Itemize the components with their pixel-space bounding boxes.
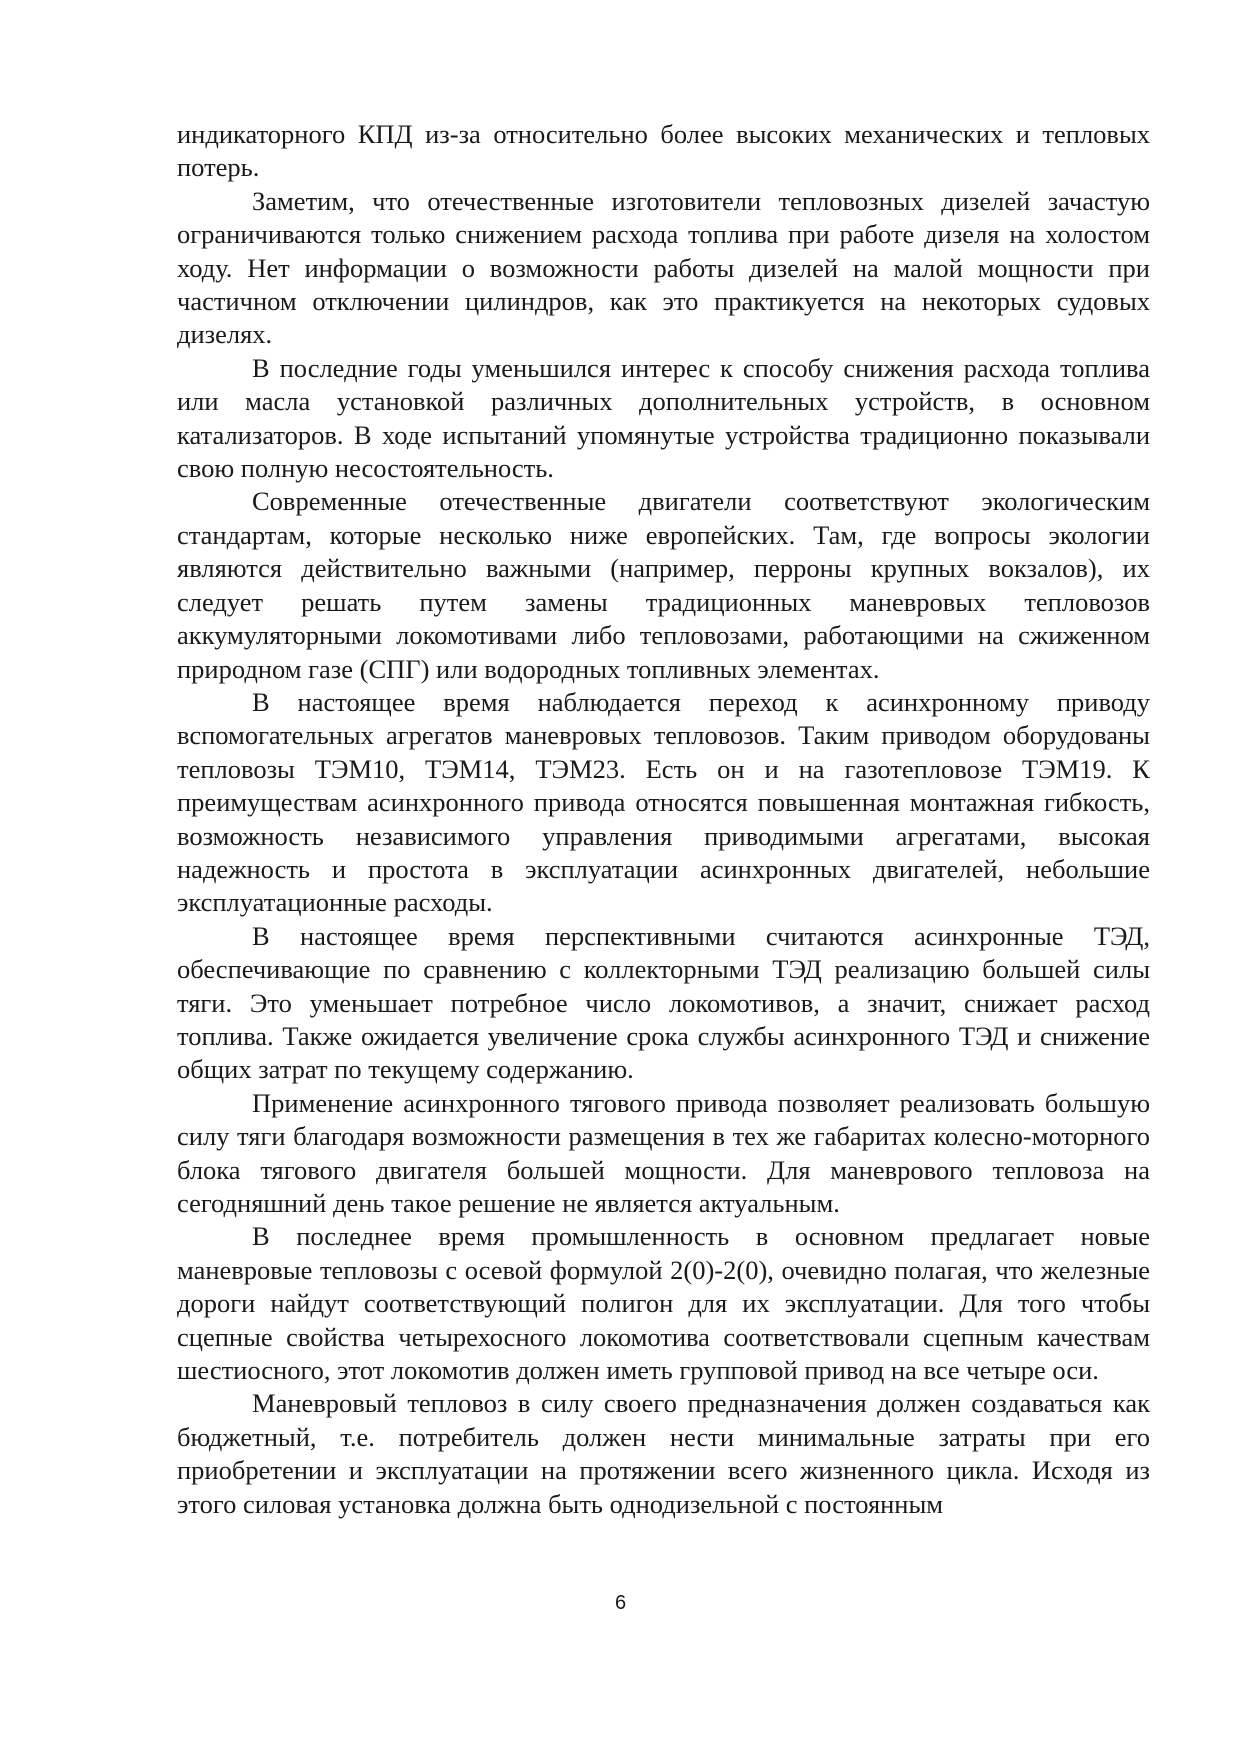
paragraph: Заметим, что отечественные изготовители тепловозных дизелей зачастую ограничиваются только снижением расхода топлива при работе дизеля на холостом ходу. Нет информации о возможности работы дизелей на малой мощности при частичном отключении цилиндров, как это практикуется на некоторых судовых дизелях.	[177, 185, 1150, 350]
text-body	[177, 118, 1150, 1521]
paragraph: В настоящее время наблюдается переход к асинхронному приводу вспомогательных агрегатов маневровых тепловозов. Таким приводом оборудованы тепловозы ТЭМ10, ТЭМ14, ТЭМ23. Есть он и на газотепловозе ТЭМ19. К преимуществам асинхронного привода относятся повышенная монтажная гибкость, возможность независимого управления приводимыми агрегатами, высокая надежность и простота в эксплуатации асинхронных двигателей, небольшие эксплуатационные расходы.	[177, 686, 1150, 918]
paragraph: В настоящее время перспективными считаются асинхронные ТЭД, обеспечивающие по сравнению с коллекторными ТЭД реализацию большей силы тяги. Это уменьшает потребное число локомотивов, а значит, снижает расход топлива. Также ожидается увеличение срока службы асинхронного ТЭД и снижение общих затрат по текущему содержанию.	[177, 920, 1150, 1085]
paragraph: Маневровый тепловоз в силу своего предназначения должен создаваться как бюджетный, т.е. потребитель должен нести минимальные затраты при его приобретении и эксплуатации на протяжении всего жизненного цикла. Исходя из этого силовая установка должна быть однодизельной с постоянным	[177, 1388, 1150, 1519]
paragraph: Применение асинхронного тягового привода позволяет реализовать большую силу тяги благодаря возможности размещения в тех же габаритах колесно-моторного блока тягового двигателя большей мощности. Для маневрового тепловоза на сегодняшний день такое решение не является актуальным.	[177, 1087, 1150, 1218]
paragraph: В последние годы уменьшился интерес к способу снижения расхода топлива или масла установкой различных дополнительных устройств, в основном катализаторов. В ходе испытаний упомянутые устройства традиционно показывали свою полную несостоятельность.	[177, 352, 1150, 484]
paragraph: В последнее время промышленность в основном предлагает новые маневровые тепловозы с осевой формулой 2(0)-2(0), очевидно полагая, что железные дороги найдут соответствующий полигон для их эксплуатации. Для того чтобы сцепные свойства четырехосного локомотива соответствовали сцепным качествам шестиосного, этот локомотив должен иметь групповой привод на все четыре оси.	[177, 1221, 1150, 1386]
page-number: 6	[614, 1592, 627, 1614]
paragraph: Современные отечественные двигатели соответствуют экологическим стандартам, которые несколько ниже европейских. Там, где вопросы экологии являются действительно важными (например, перроны крупных вокзалов), их следует решать путем замены традиционных маневровых тепловозов аккумуляторными локомотивами либо тепловозами, работающими на сжиженном природном газе (СПГ) или водородных топливных элементах.	[177, 486, 1150, 684]
paragraph-continuation: индикаторного КПД из-за относительно более высоких механических и тепловых потерь.	[177, 119, 1150, 183]
